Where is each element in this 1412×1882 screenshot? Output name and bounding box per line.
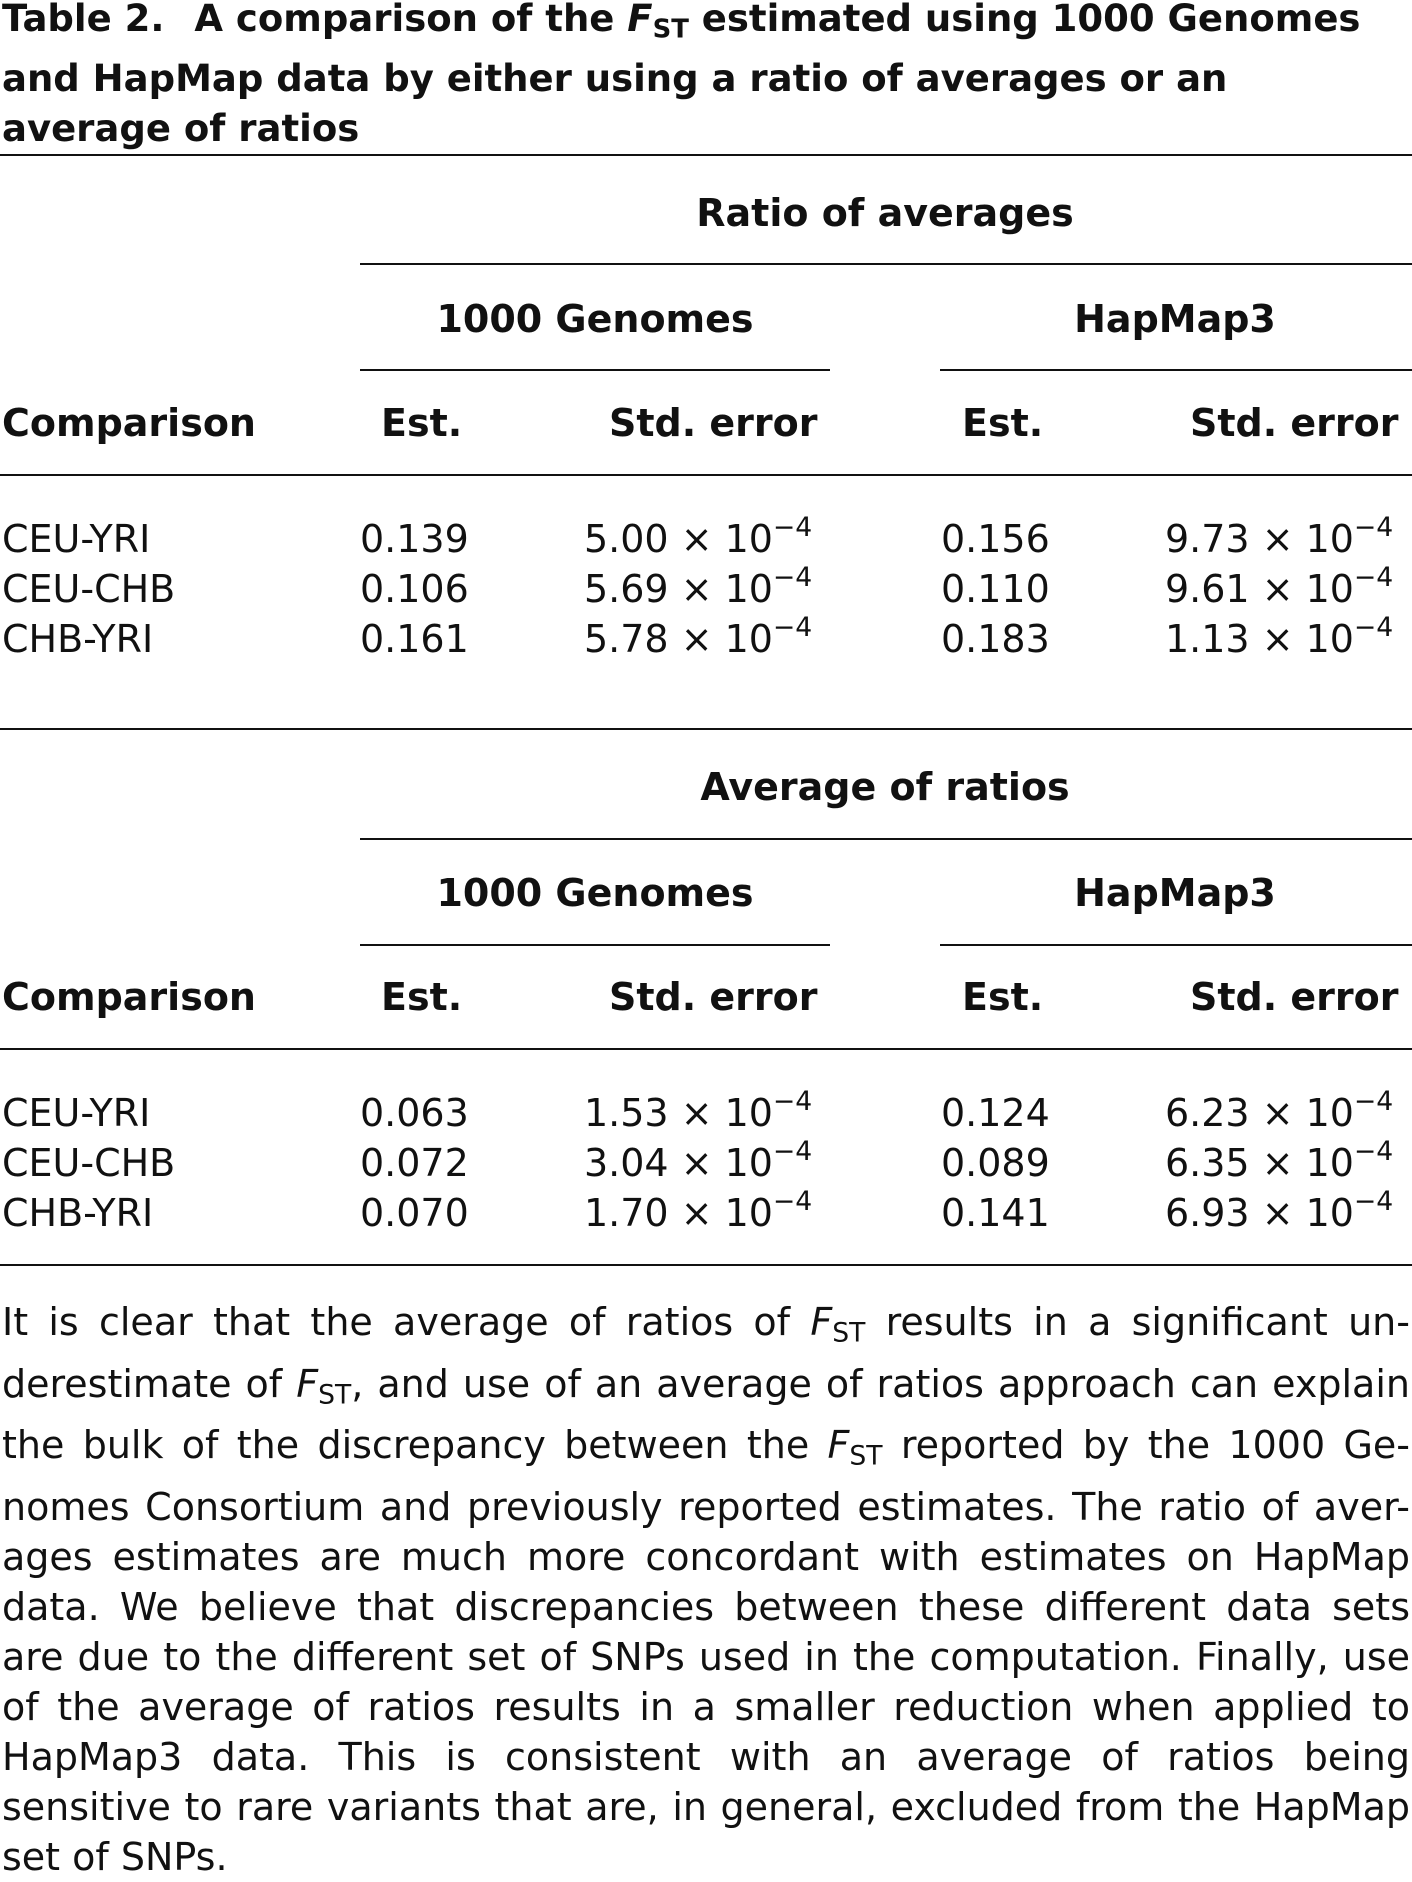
- group-header-hapmap3: HapMap3: [1074, 297, 1276, 341]
- panel-title-rule: [360, 263, 1412, 265]
- table-caption: [2, 0, 1407, 154]
- std-error-cell: $1.53 \times 10^{-4}$: [584, 1086, 813, 1135]
- body-paragraph: It is clear that the average of ratios of FST results in a significant un-derestimate of FST, and use of an average of ratios approach can explain the bulk of the discrepancy between the FST reported by the 1000 Ge-nomes Consortium and previously reported estimates. The ratio of aver-ages estimates are much more concordant with estimates on HapMap data. We believe that discrepancies between these different data sets are due to the different set of SNPs used in the computation. Finally, use of the average of ratios results in a smaller reduction when applied to HapMap3 data. This is consistent with an average of ratios being sensitive to rare variants that are, in general, excluded from the HapMap set of SNPs.: [2, 1300, 1410, 1879]
- panel-title: Ratio of averages: [696, 191, 1074, 235]
- est-cell: 0.070: [360, 1191, 469, 1235]
- column-header-std-error: Std. error: [1190, 401, 1399, 445]
- column-header-est: Est.: [381, 401, 463, 445]
- std-error-cell: $6.23 \times 10^{-4}$: [1165, 1086, 1394, 1135]
- fst-symbol: FST: [627, 0, 689, 45]
- table-top-rule: [0, 154, 1412, 156]
- column-header-est: Est.: [381, 975, 463, 1019]
- column-header-std-error: Std. error: [609, 975, 818, 1019]
- table-label: Table 2.: [2, 0, 165, 40]
- group-rule-1000-genomes: [360, 369, 830, 371]
- est-cell: 0.124: [941, 1091, 1050, 1135]
- fst-symbol: FST: [296, 1361, 352, 1411]
- std-error-cell: $9.73 \times 10^{-4}$: [1165, 512, 1394, 561]
- comparison-cell: CHB-YRI: [2, 1191, 154, 1235]
- column-header-est: Est.: [962, 975, 1044, 1019]
- column-header-std-error: Std. error: [1190, 975, 1399, 1019]
- comparison-cell: CEU-CHB: [2, 1141, 176, 1185]
- panel-separator-rule: [0, 728, 1412, 730]
- header-rule: [0, 474, 1412, 476]
- column-header-comparison: Comparison: [2, 401, 256, 445]
- group-rule-1000-genomes: [360, 944, 830, 946]
- group-header-1000-genomes: 1000 Genomes: [436, 297, 754, 341]
- std-error-cell: $6.93 \times 10^{-4}$: [1165, 1186, 1394, 1235]
- est-cell: 0.063: [360, 1091, 469, 1135]
- group-header-1000-genomes: 1000 Genomes: [436, 871, 754, 915]
- column-header-std-error: Std. error: [609, 401, 818, 445]
- est-cell: 0.139: [360, 517, 469, 561]
- est-cell: 0.141: [941, 1191, 1050, 1235]
- std-error-cell: $1.13 \times 10^{-4}$: [1165, 612, 1394, 661]
- est-cell: 0.072: [360, 1141, 469, 1185]
- std-error-cell: $5.00 \times 10^{-4}$: [584, 512, 813, 561]
- header-rule: [0, 1048, 1412, 1050]
- est-cell: 0.106: [360, 567, 469, 611]
- comparison-cell: CEU-CHB: [2, 567, 176, 611]
- std-error-cell: $6.35 \times 10^{-4}$: [1165, 1136, 1394, 1185]
- comparison-cell: CHB-YRI: [2, 617, 154, 661]
- std-error-cell: $5.69 \times 10^{-4}$: [584, 562, 813, 611]
- caption-text-before: A comparison of the: [194, 0, 615, 40]
- column-header-comparison: Comparison: [2, 975, 256, 1019]
- group-header-hapmap3: HapMap3: [1074, 871, 1276, 915]
- fst-symbol: FST: [810, 1300, 866, 1349]
- fst-symbol: FST: [827, 1423, 883, 1472]
- std-error-cell: $9.61 \times 10^{-4}$: [1165, 562, 1394, 611]
- group-rule-hapmap3: [940, 369, 1412, 371]
- std-error-cell: $5.78 \times 10^{-4}$: [584, 612, 813, 661]
- group-rule-hapmap3: [940, 944, 1412, 946]
- column-header-est: Est.: [962, 401, 1044, 445]
- std-error-cell: $1.70 \times 10^{-4}$: [584, 1186, 813, 1235]
- est-cell: 0.161: [360, 617, 469, 661]
- comparison-cell: CEU-YRI: [2, 1091, 151, 1135]
- std-error-cell: $3.04 \times 10^{-4}$: [584, 1136, 813, 1185]
- panel-title-rule: [360, 838, 1412, 840]
- caption-text-after: estimated using 1000 Genomes and HapMap data by either using a ratio of averages or an average of ratios: [2, 0, 1361, 151]
- table-bottom-rule: [0, 1264, 1412, 1266]
- est-cell: 0.156: [941, 517, 1050, 561]
- comparison-cell: CEU-YRI: [2, 517, 151, 561]
- est-cell: 0.110: [941, 567, 1050, 611]
- est-cell: 0.183: [941, 617, 1050, 661]
- panel-title: Average of ratios: [700, 765, 1070, 809]
- est-cell: 0.089: [941, 1141, 1050, 1185]
